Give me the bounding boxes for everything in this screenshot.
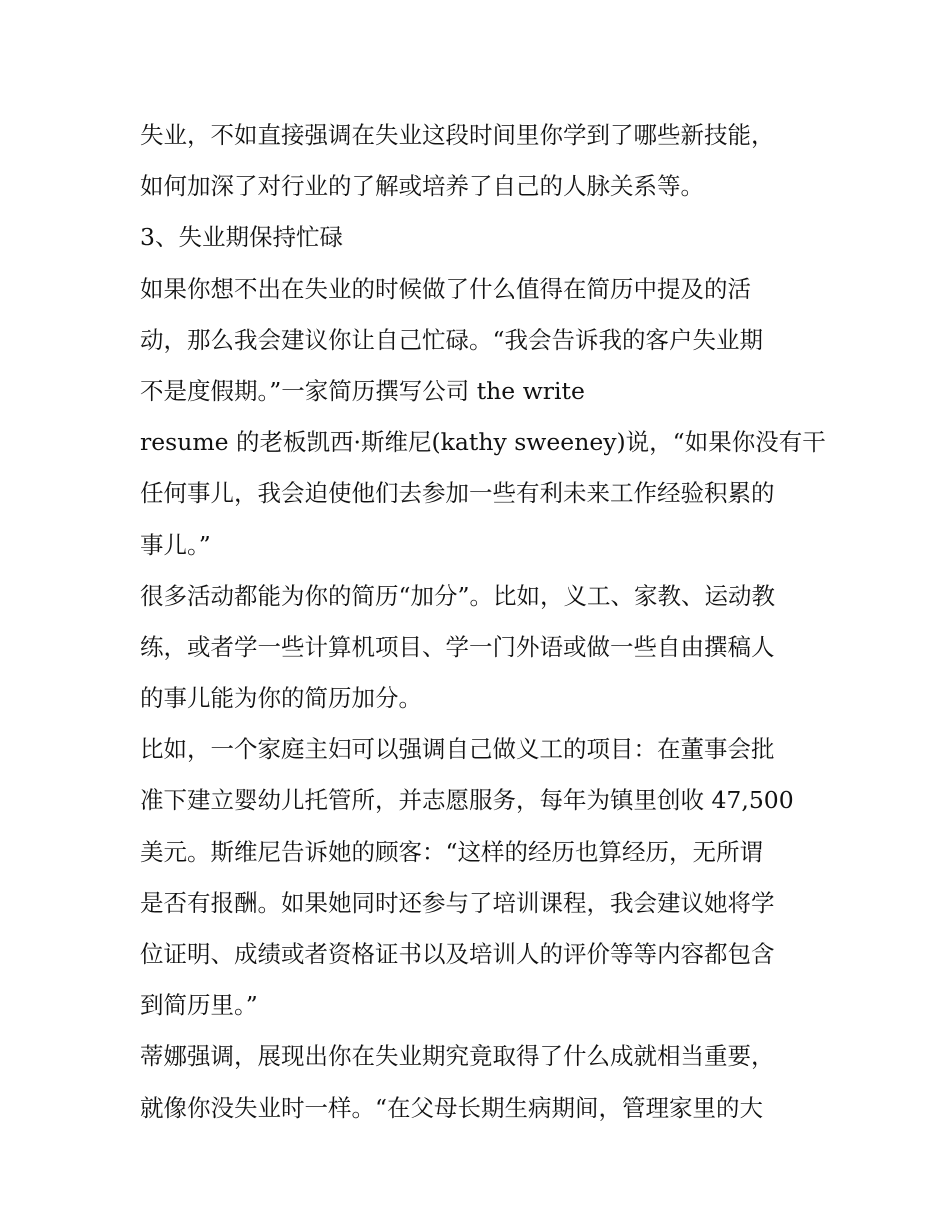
text-line: 动，那么我会建议你让自己忙碌。“我会告诉我的客户失业期 <box>140 325 764 354</box>
text-line: 任何事儿，我会迫使他们去参加一些有利未来工作经验积累的 <box>140 479 775 508</box>
text-line: 就像你没失业时一样。“在父母长期生病期间，管理家里的大 <box>140 1093 764 1122</box>
text-line: 比如，一个家庭主妇可以强调自己做义工的项目：在董事会批 <box>140 735 775 764</box>
text-line: 练，或者学一些计算机项目、学一门外语或做一些自由撰稿人 <box>140 632 775 661</box>
text-line: 不是度假期。”一家简历撰写公司 the write <box>140 376 585 405</box>
text-line: 美元。斯维尼告诉她的顾客：“这样的经历也算经历，无所谓 <box>140 837 764 866</box>
text-line: 到简历里。” <box>140 991 258 1020</box>
text-line: 的事儿能为你的简历加分。 <box>140 684 422 713</box>
text-line: 位证明、成绩或者资格证书以及培训人的评价等等内容都包含 <box>140 940 775 968</box>
text-line: 准下建立婴幼儿托管所，并志愿服务，每年为镇里创收 47,500 <box>140 786 794 815</box>
text-line: 是否有报酬。如果她同时还参与了培训课程，我会建议她将学 <box>140 888 775 917</box>
text-line: 失业，不如直接强调在失业这段时间里你学到了哪些新技能， <box>140 121 775 149</box>
text-line: 如何加深了对行业的了解或培养了自己的人脉关系等。 <box>140 172 704 201</box>
text-line: 蒂娜强调，展现出你在失业期究竟取得了什么成就相当重要， <box>140 1042 775 1071</box>
section-heading: 3、失业期保持忙碌 <box>140 223 343 252</box>
document-body <box>140 110 826 1134</box>
text-line: 很多活动都能为你的简历“加分”。比如，义工、家教、运动教 <box>140 581 776 610</box>
text-line: resume 的老板凯西·斯维尼(kathy sweeney)说，“如果你没有干 <box>140 428 826 457</box>
text-line: 如果你想不出在失业的时候做了什么值得在简历中提及的活 <box>140 274 751 303</box>
text-line: 事儿。” <box>140 530 211 559</box>
